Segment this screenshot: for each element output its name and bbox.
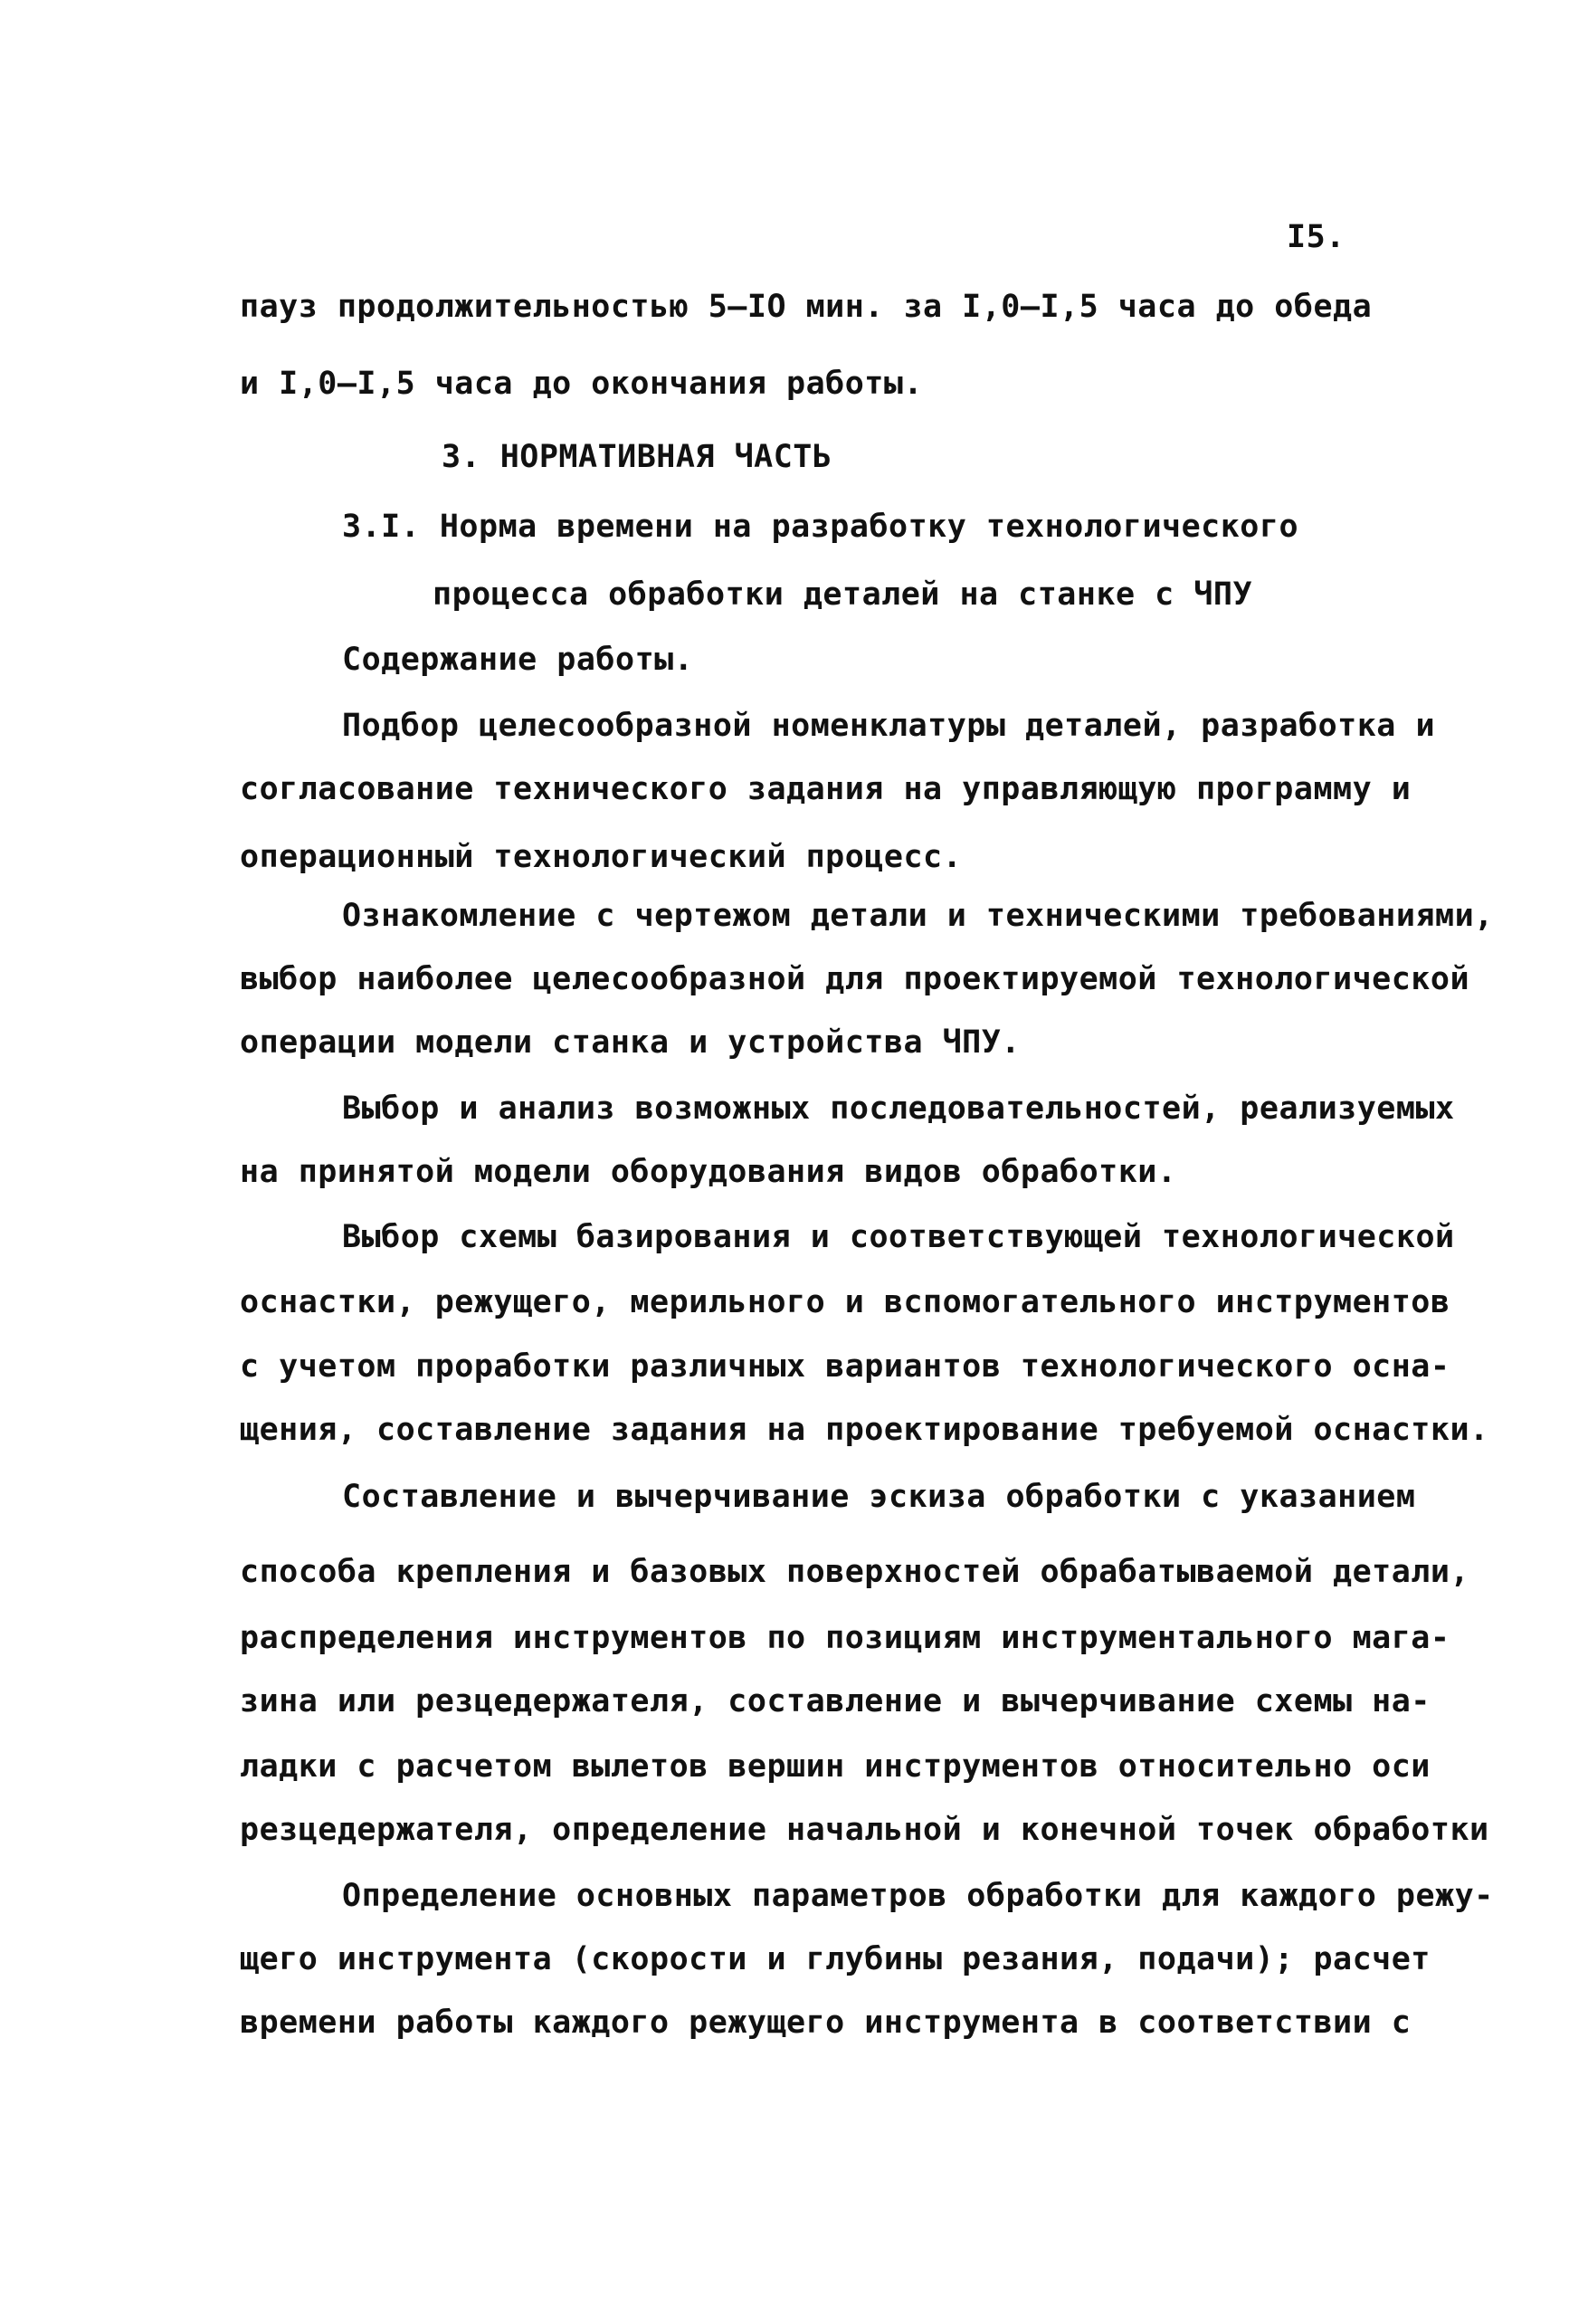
text-line: с учетом проработки различных вариантов технологического осна- [240,1348,1450,1385]
text-line: способа крепления и базовых поверхностей обрабатываемой детали, [240,1554,1470,1590]
text-line: операции модели станка и устройства ЧПУ. [240,1024,1021,1061]
text-line: Выбор и анализ возможных последовательностей, реализуемых [342,1091,1455,1127]
text-line: операционный технологический процесс. [240,839,963,875]
text-line: пауз продолжительностью 5–IO мин. за I,0–I,5 часа до обеда [240,289,1373,325]
text-line: согласование технического задания на управляющую программу и [240,771,1412,807]
text-line: Выбор схемы базирования и соответствующей технологической [342,1219,1455,1255]
text-line: оснастки, режущего, мерильного и вспомогательного инструментов [240,1284,1450,1320]
text-line: зина или резцедержателя, составление и вычерчивание схемы на- [240,1683,1431,1719]
text-line: ладки с расчетом вылетов вершин инструментов относительно оси [240,1748,1431,1785]
text-line: Ознакомление с чертежом детали и техническими требованиями, [342,898,1494,934]
text-line: и I,0–I,5 часа до окончания работы. [240,366,924,402]
text-line: Подбор целесообразной номенклатуры деталей, разработка и [342,708,1436,744]
text-line: Составление и вычерчивание эскиза обработки с указанием [342,1479,1416,1515]
content-heading: Содержание работы. [342,642,694,678]
text-line: щего инструмента (скорости и глубины резания, подачи); расчет [240,1941,1431,1977]
text-line: щения, составление задания на проектирование требуемой оснастки. [240,1412,1489,1448]
section-heading: 3. НОРМАТИВНАЯ ЧАСТЬ [442,439,832,475]
text-line: на принятой модели оборудования видов обработки. [240,1154,1177,1190]
text-line: Определение основных параметров обработки для каждого режу- [342,1878,1494,1914]
text-line: времени работы каждого режущего инструмента в соответствии с [240,2005,1412,2041]
text-line: выбор наиболее целесообразной для проектируемой технологической [240,961,1470,997]
page-number: I5. [1287,219,1346,255]
text-line: резцедержателя, определение начальной и конечной точек обработки [240,1812,1489,1848]
subsection-heading: процесса обработки деталей на станке с ЧПУ [433,576,1253,613]
text-line: распределения инструментов по позициям инструментального мага- [240,1620,1450,1656]
subsection-heading: 3.I. Норма времени на разработку технологического [342,509,1299,545]
